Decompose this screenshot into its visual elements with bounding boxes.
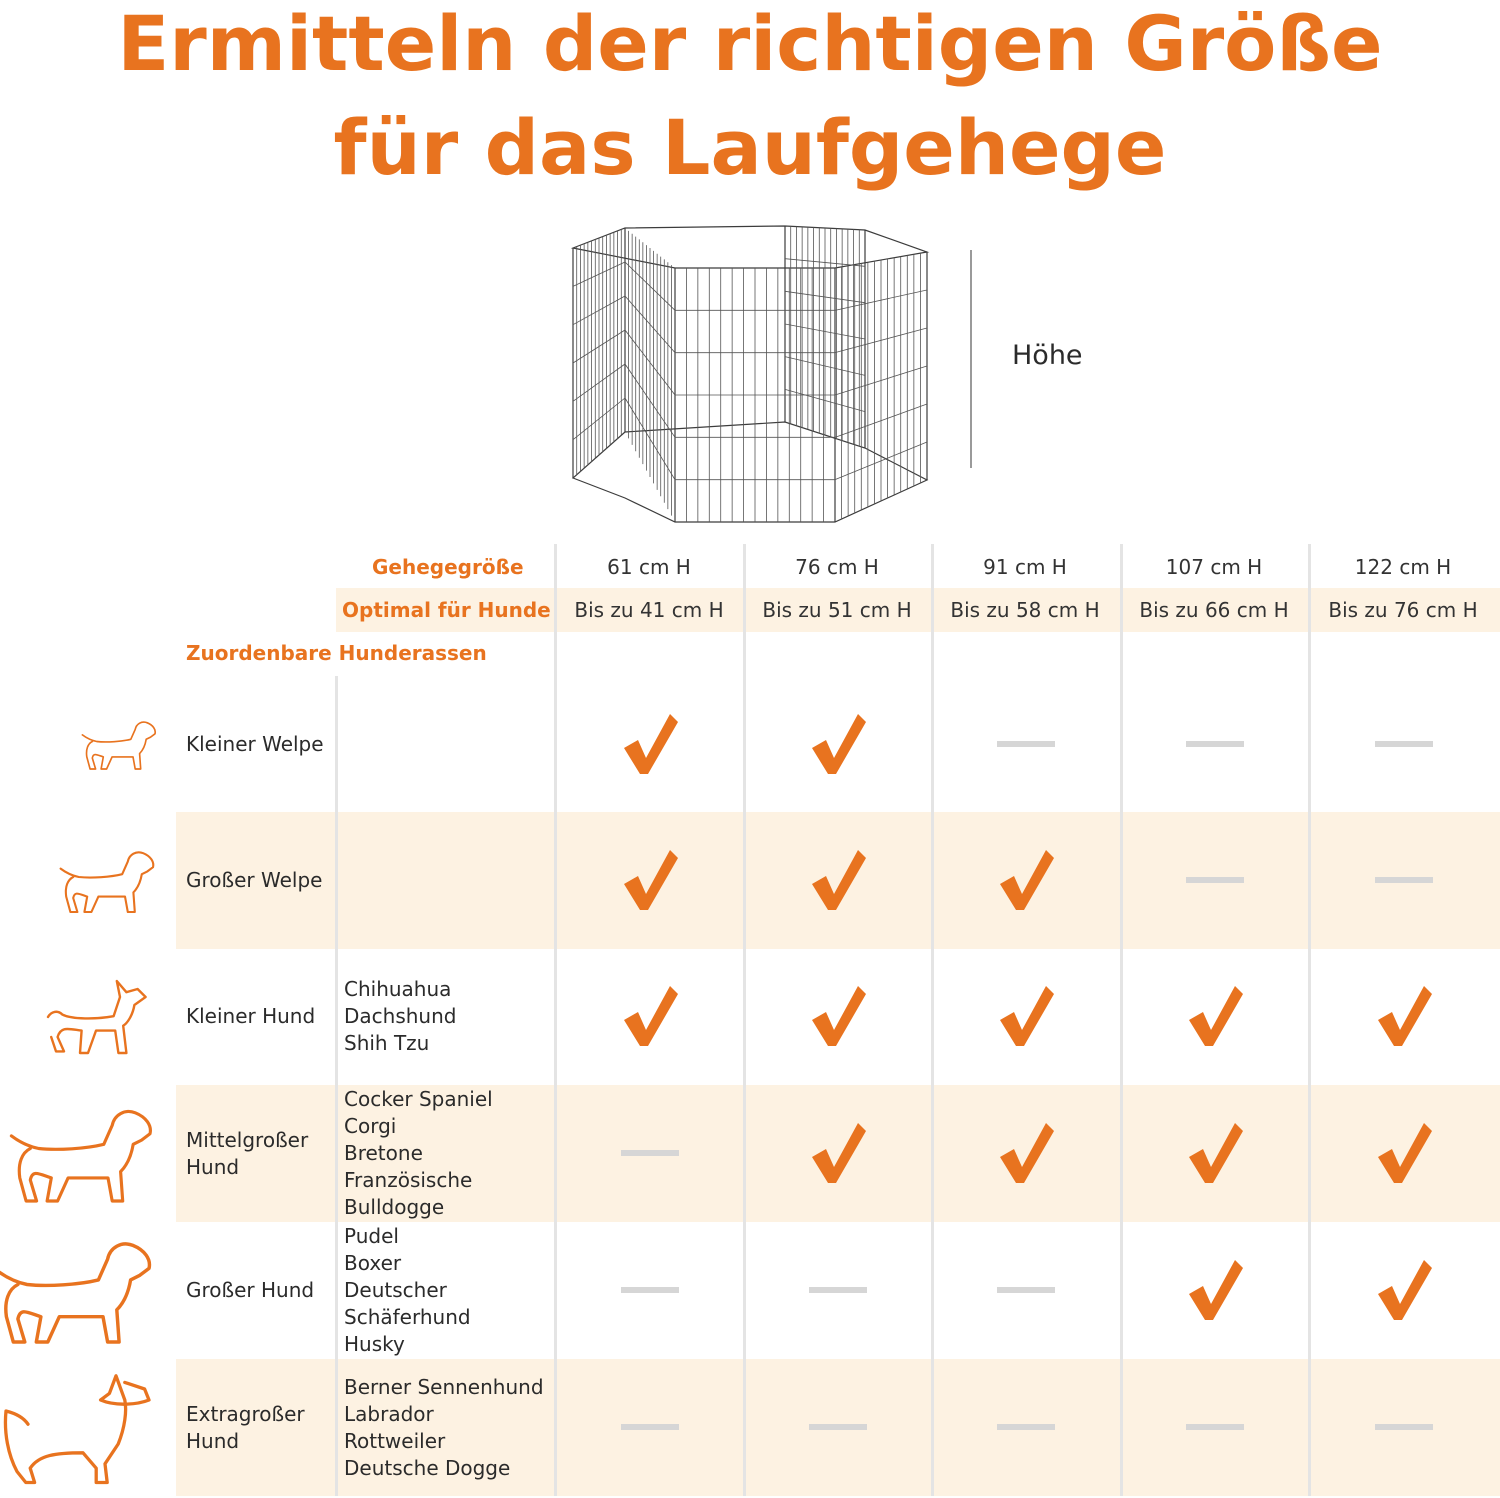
breed-item: Cocker Spaniel (344, 1087, 493, 1111)
check-icon (1310, 1085, 1498, 1221)
dash-icon (744, 1359, 932, 1495)
dash-icon (1121, 812, 1309, 948)
extra-large-dog-icon (0, 1367, 160, 1492)
column-optimal: Bis zu 41 cm H (574, 598, 724, 622)
breed-item: Dachshund (344, 1004, 457, 1028)
breed-list (344, 1374, 544, 1482)
dash-icon (932, 1222, 1120, 1358)
breed-item: Pudel (344, 1224, 399, 1248)
check-icon (556, 676, 744, 812)
column-size: 107 cm H (1165, 555, 1263, 579)
page-title-line-1: Ermitteln der richtigen Größe (117, 0, 1383, 88)
size-header: Gehegegröße (372, 555, 524, 579)
check-icon (744, 948, 932, 1084)
breed-item: Labrador (344, 1401, 434, 1426)
dash-icon (744, 1222, 932, 1358)
row-name: Großer Welpe (186, 868, 323, 892)
row-name: Kleiner Welpe (186, 732, 324, 756)
check-icon (744, 676, 932, 812)
column-size: 61 cm H (607, 555, 691, 579)
check-icon (744, 1085, 932, 1221)
check-icon (932, 948, 1120, 1084)
check-icon (932, 1085, 1120, 1221)
column-divider (335, 676, 338, 1496)
height-indicator-line (970, 250, 972, 468)
breed-list (344, 1086, 493, 1221)
dash-icon (556, 1085, 744, 1221)
breed-item: Schäferhund (344, 1305, 471, 1329)
row-name: Mittelgroßer Hund (186, 1127, 309, 1179)
check-icon (556, 948, 744, 1084)
large-dog-icon (0, 1227, 160, 1358)
column-size: 91 cm H (983, 555, 1067, 579)
breed-item: Chihuahua (344, 977, 452, 1001)
breed-list (344, 976, 456, 1057)
breed-item: Husky (344, 1332, 405, 1356)
dash-icon (1310, 676, 1498, 812)
dash-icon (556, 1359, 744, 1495)
column-optimal: Bis zu 66 cm H (1139, 598, 1289, 622)
check-icon (932, 812, 1120, 948)
large-puppy-icon (55, 842, 160, 923)
check-icon (1121, 1085, 1309, 1221)
column-optimal: Bis zu 58 cm H (950, 598, 1100, 622)
dash-icon (932, 1359, 1120, 1495)
check-icon (1310, 948, 1498, 1084)
page-title-line-2: für das Laufgehege (333, 103, 1167, 192)
height-label: Höhe (1012, 340, 1083, 371)
dash-icon (932, 676, 1120, 812)
breed-item: Deutscher (344, 1278, 447, 1302)
playpen-illustration (565, 222, 935, 530)
row-name: Großer Hund (186, 1278, 315, 1302)
dash-icon (556, 1222, 744, 1358)
dash-icon (1121, 676, 1309, 812)
small-puppy-icon (78, 714, 161, 779)
check-icon (1121, 1222, 1309, 1358)
breed-list (344, 1223, 471, 1358)
dash-icon (1310, 1359, 1498, 1495)
column-size: 122 cm H (1354, 555, 1452, 579)
breed-item: Boxer (344, 1251, 402, 1275)
small-dog-icon (40, 973, 160, 1065)
breed-item: Berner Sennenhund (344, 1374, 544, 1399)
breed-item: Bretone (344, 1141, 423, 1165)
breed-item: Corgi (344, 1114, 397, 1138)
column-optimal: Bis zu 51 cm H (762, 598, 912, 622)
dash-icon (1310, 812, 1498, 948)
row-name: Kleiner Hund (186, 1004, 316, 1028)
check-icon (744, 812, 932, 948)
medium-dog-icon (3, 1096, 161, 1216)
breed-item: Französische (344, 1168, 473, 1192)
optimal-header: Optimal für Hunde (342, 598, 551, 622)
column-size: 76 cm H (795, 555, 879, 579)
check-icon (556, 812, 744, 948)
column-optimal: Bis zu 76 cm H (1328, 598, 1478, 622)
breed-item: Shih Tzu (344, 1031, 430, 1055)
breed-item: Deutsche Dogge (344, 1455, 511, 1480)
dash-icon (1121, 1359, 1309, 1495)
check-icon (1121, 948, 1309, 1084)
row-name: Extragroßer Hund (186, 1401, 305, 1453)
breed-item: Rottweiler (344, 1428, 446, 1453)
breeds-header: Zuordenbare Hunderassen (186, 641, 487, 665)
breed-item: Bulldogge (344, 1195, 445, 1219)
check-icon (1310, 1222, 1498, 1358)
